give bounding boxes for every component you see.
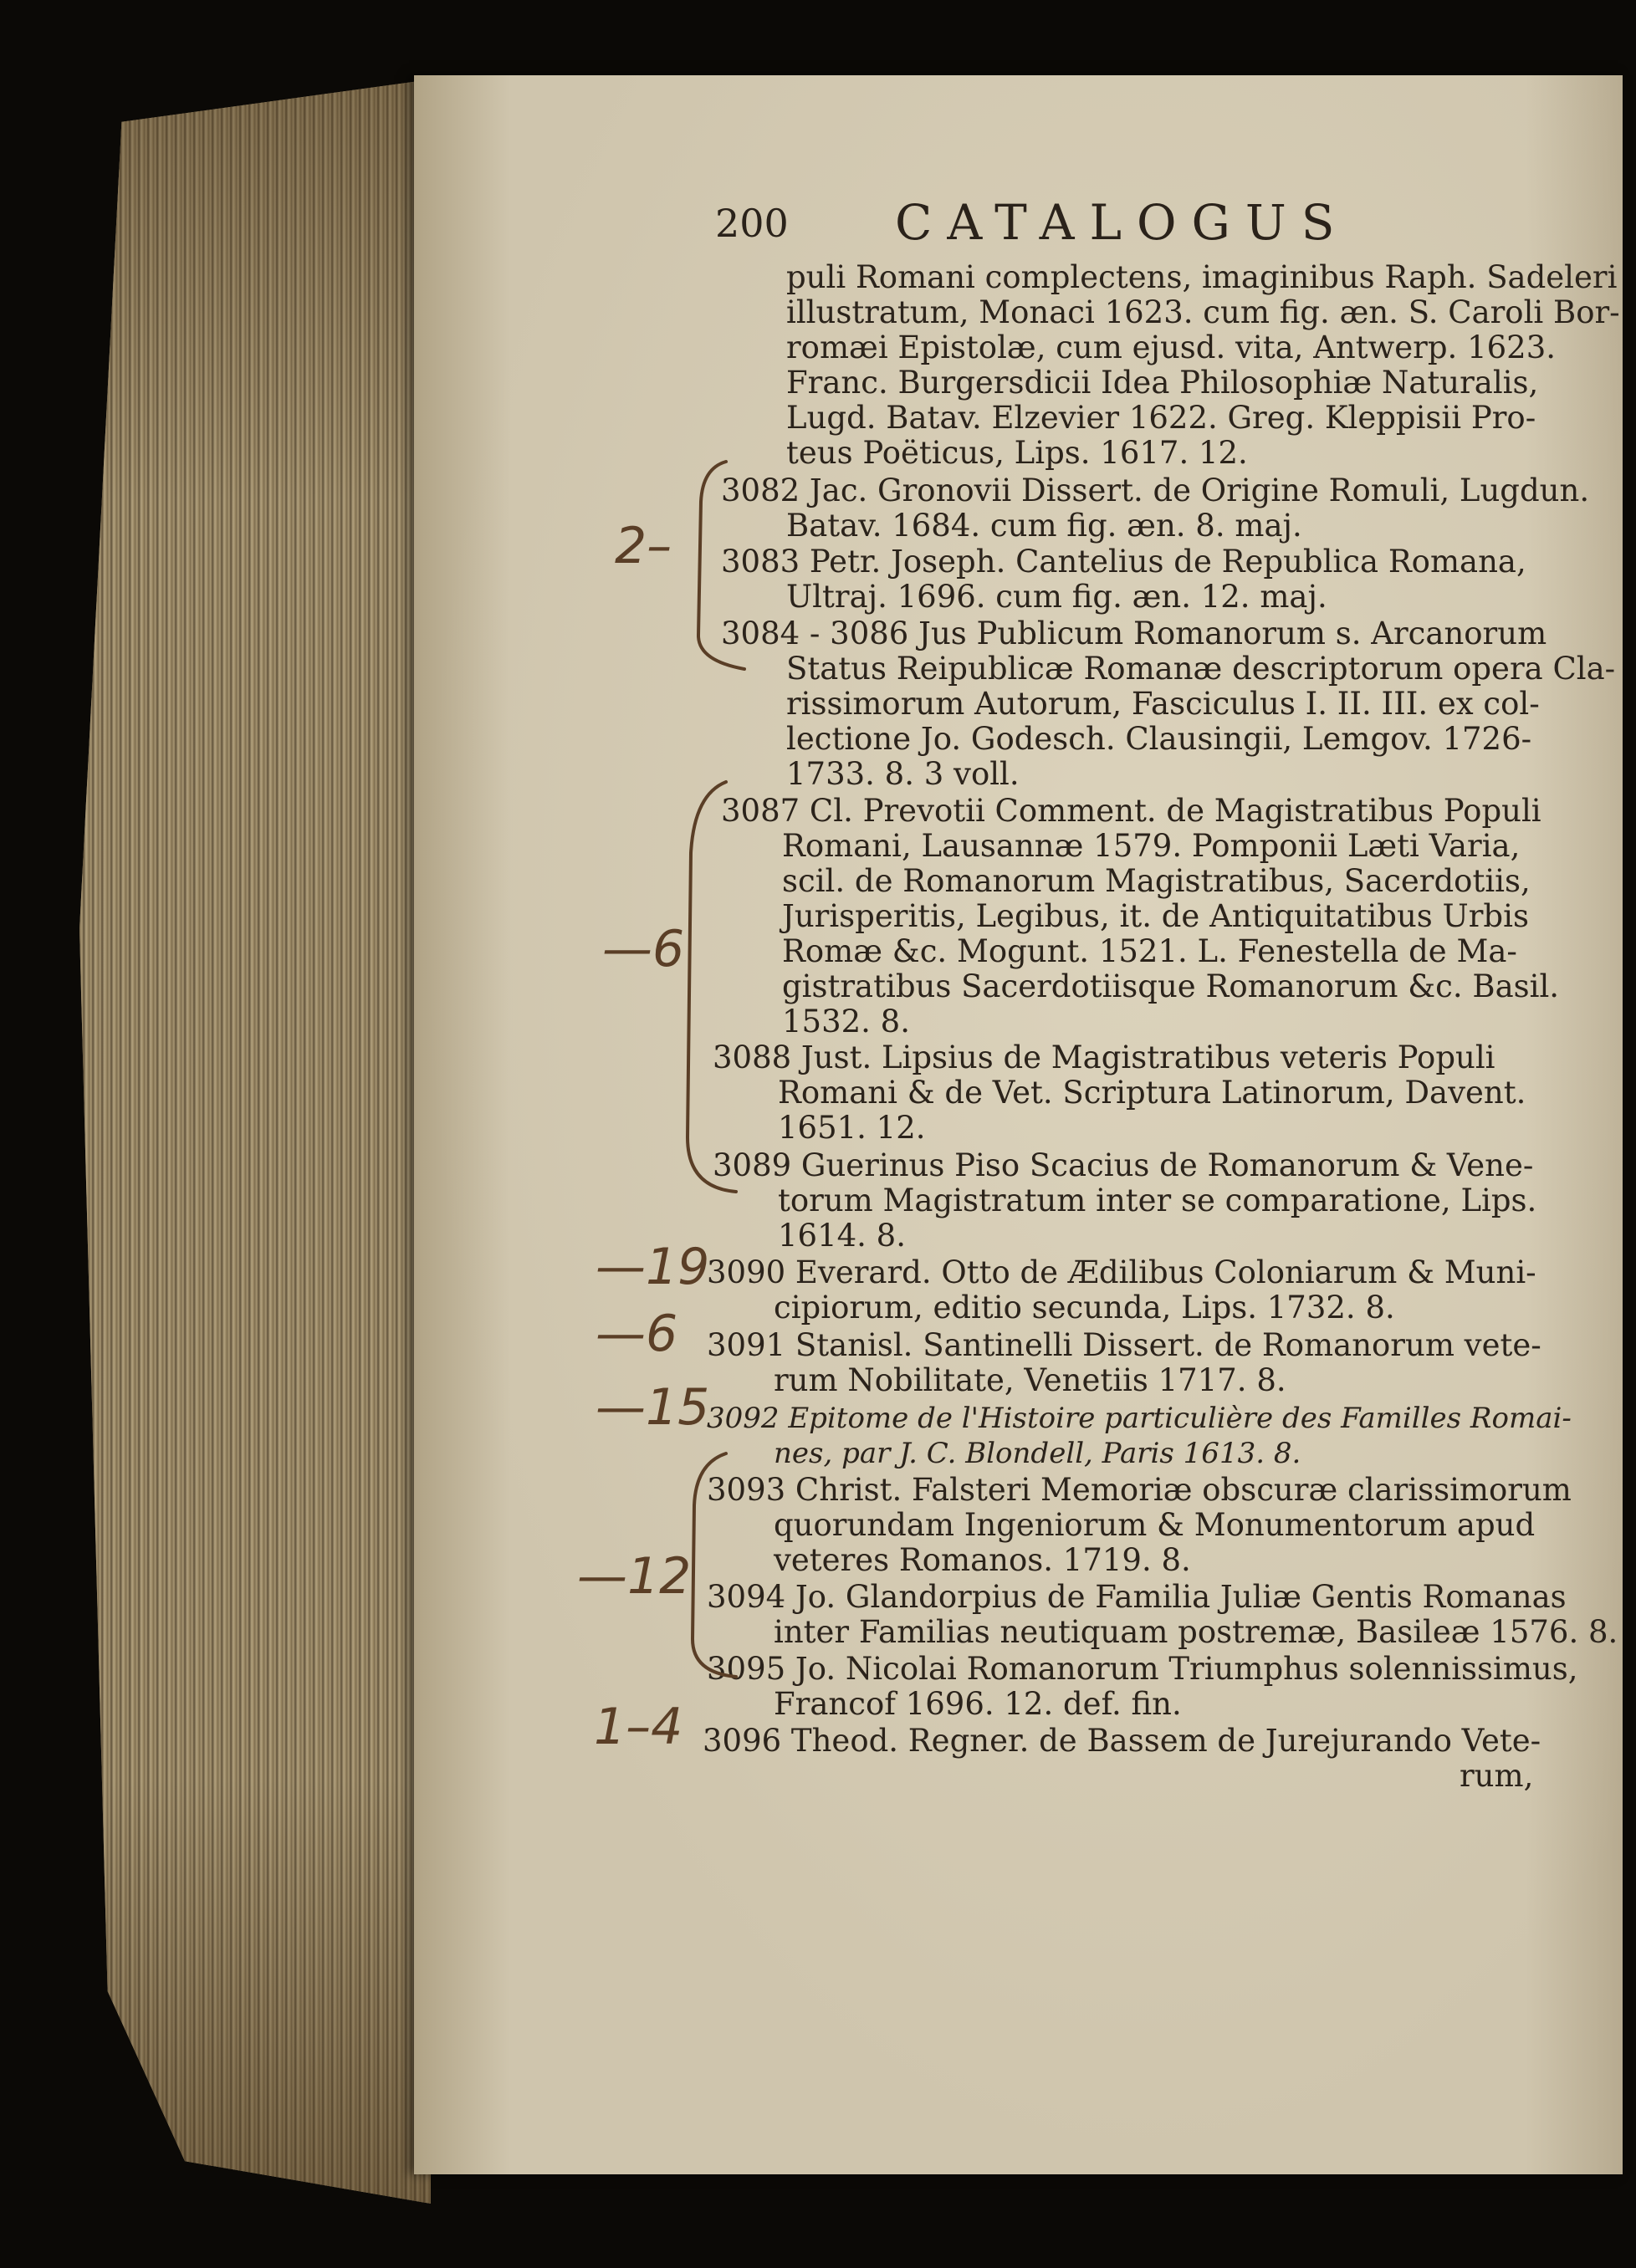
text-line: 1614. 8.	[778, 1218, 906, 1254]
running-title: CATALOGUS	[895, 194, 1350, 251]
text-line: torum Magistratum inter se comparatione, Lips.	[778, 1183, 1537, 1218]
entry-line-3084: 3084 - 3086 Jus Publicum Romanorum s. Arcanorum	[721, 616, 1547, 651]
entry-line-3095: 3095 Jo. Nicolai Romanorum Triumphus solennissimus,	[707, 1651, 1578, 1687]
text-line: 1532. 8.	[782, 1004, 910, 1040]
entry-line-3082: 3082 Jac. Gronovii Dissert. de Origine Romuli, Lugdun.	[721, 472, 1590, 508]
text-line: inter Familias neutiquam postremæ, Basileæ 1576. 8.	[774, 1614, 1618, 1650]
text-line: Lugd. Batav. Elzevier 1622. Greg. Kleppisii Pro-	[786, 400, 1536, 436]
text-line: Romæ &c. Mogunt. 1521. L. Fenestella de Ma-	[782, 933, 1517, 969]
manuscript-note: —12	[577, 1547, 692, 1606]
text-line: veteres Romanos. 1719. 8.	[774, 1542, 1191, 1578]
manuscript-note: —6	[602, 920, 685, 978]
entry-line-3092: 3092 Epitome de l'Histoire particulière des Familles Romai-	[707, 1402, 1572, 1435]
entry-line-3090: 3090 Everard. Otto de Ædilibus Coloniarum & Muni-	[707, 1254, 1536, 1290]
entry-line-3096: 3096 Theod. Regner. de Bassem de Jurejurando Vete-	[703, 1723, 1541, 1759]
text-line: Status Reipublicæ Romanæ descriptorum opera Cla-	[786, 651, 1616, 687]
manuscript-note: —19	[596, 1238, 710, 1296]
entry-line-3088: 3088 Just. Lipsius de Magistratibus veteris Populi	[713, 1040, 1495, 1075]
text-line: Romani, Lausannæ 1579. Pomponii Læti Varia,	[782, 828, 1521, 864]
entry-line-3089: 3089 Guerinus Piso Scacius de Romanorum & Vene-	[713, 1147, 1534, 1183]
text-line: Francof 1696. 12. def. fin.	[774, 1686, 1182, 1722]
text-line: teus Poëticus, Lips. 1617. 12.	[786, 435, 1248, 471]
text-line: Jurisperitis, Legibus, it. de Antiquitatibus Urbis	[782, 898, 1529, 934]
text-line: rum Nobilitate, Venetiis 1717. 8.	[774, 1362, 1286, 1398]
text-line: Batav. 1684. cum fig. æn. 8. maj.	[786, 508, 1302, 544]
catchword: rum,	[1460, 1758, 1534, 1794]
text-line: illustratum, Monaci 1623. cum fig. æn. S. Caroli Bor-	[786, 294, 1620, 330]
text-line: gistratibus Sacerdotiisque Romanorum &c. Basil.	[782, 968, 1560, 1004]
entry-line-3087: 3087 Cl. Prevotii Comment. de Magistratibus Populi	[721, 793, 1541, 829]
text-line: cipiorum, editio secunda, Lips. 1732. 8.	[774, 1290, 1395, 1326]
text-line: puli Romani complectens, imaginibus Raph. Sadeleri	[786, 259, 1618, 295]
text-line: 1651. 12.	[778, 1110, 926, 1146]
manuscript-note: —15	[596, 1378, 710, 1437]
text-line: rissimorum Autorum, Fasciculus I. II. III. ex col-	[786, 686, 1540, 722]
text-line: nes, par J. C. Blondell, Paris 1613. 8.	[774, 1437, 1301, 1470]
entry-line-3083: 3083 Petr. Joseph. Cantelius de Republica Romana,	[721, 544, 1526, 580]
page-number: 200	[715, 201, 789, 246]
text-line: Franc. Burgersdicii Idea Philosophiæ Naturalis,	[786, 365, 1539, 401]
manuscript-note: 2–	[615, 517, 672, 575]
text-line: scil. de Romanorum Magistratibus, Sacerdotiis,	[782, 863, 1531, 899]
entry-line-3094: 3094 Jo. Glandorpius de Familia Juliæ Gentis Romanas	[707, 1579, 1567, 1615]
entry-line-3093: 3093 Christ. Falsteri Memoriæ obscuræ clarissimorum	[707, 1472, 1572, 1508]
entry-line-3091: 3091 Stanisl. Santinelli Dissert. de Romanorum vete-	[707, 1327, 1541, 1363]
manuscript-note: —6	[596, 1305, 678, 1363]
text-line: romæi Epistolæ, cum ejusd. vita, Antwerp. 1623.	[786, 329, 1556, 365]
text-line: 1733. 8. 3 voll.	[786, 756, 1020, 792]
text-line: Romani & de Vet. Scriptura Latinorum, Davent.	[778, 1075, 1526, 1111]
text-line: quorundam Ingeniorum & Monumentorum apud	[774, 1507, 1536, 1543]
text-line: Ultraj. 1696. cum fig. æn. 12. maj.	[786, 579, 1327, 615]
text-line: lectione Jo. Godesch. Clausingii, Lemgov. 1726-	[786, 721, 1532, 757]
manuscript-note: 1–4	[594, 1698, 683, 1756]
